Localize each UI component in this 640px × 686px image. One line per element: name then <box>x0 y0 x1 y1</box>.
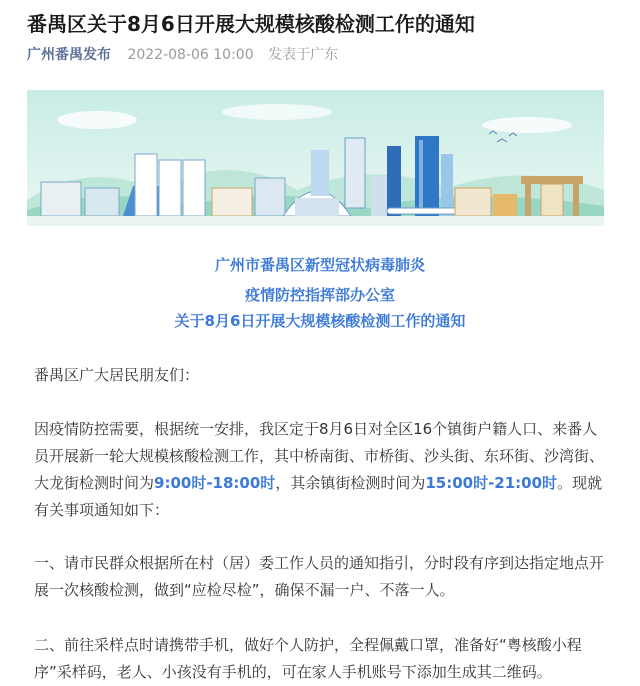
test-time-highlight-1: 9:00时-18:00时 <box>154 474 276 492</box>
intro-paragraph <box>34 416 606 524</box>
publish-location: 发表于广东 <box>268 47 339 63</box>
test-time-highlight-2: 15:00时-21:00时 <box>425 474 558 492</box>
notice-heading-line3: 关于8月6日开展大规模核酸检测工作的通知 <box>174 312 466 330</box>
greeting-paragraph: 番禺区广大居民朋友们： <box>34 366 200 384</box>
notice-heading-line2: 疫情防控指挥部办公室 <box>244 286 395 304</box>
item-two-paragraph: 二、前往采样点时请携带手机，做好个人防护，全程佩戴口罩，准备好“粤核酸小程序”采样码，老人、小孩没有手机的，可在家人手机账号下添加生成其二维码。 <box>34 636 582 681</box>
intro-text-part1: 因疫情防控需要，根据统一安排，我区定于8月6日对全区16个镇街户籍人口、来番人员开展新一轮大规模核酸检测工作，其中桥南街、市桥街、沙头街、东环街、沙湾街、大龙街检测时间为 <box>34 420 605 492</box>
notice-heading-line1: 广州市番禺区新型冠状病毒肺炎 <box>214 256 425 274</box>
city-skyline-banner <box>27 90 604 226</box>
intro-text-part3: 。现就有关事项通知如下： <box>34 474 603 519</box>
item-one-paragraph: 一、请市民群众根据所在村（居）委工作人员的通知指引，分时段有序到达指定地点开展一次核酸检测，做到“应检尽检”，确保不漏一户、不落一人。 <box>34 554 605 599</box>
publish-time: 2022-08-06 10:00 <box>127 47 254 63</box>
account-name-link[interactable]: 广州番禺发布 <box>27 47 111 63</box>
intro-text-part2: ，其余镇街检测时间为 <box>275 474 426 492</box>
article-title: 番禺区关于8月6日开展大规模核酸检测工作的通知 <box>27 12 475 36</box>
article-meta <box>27 45 338 65</box>
